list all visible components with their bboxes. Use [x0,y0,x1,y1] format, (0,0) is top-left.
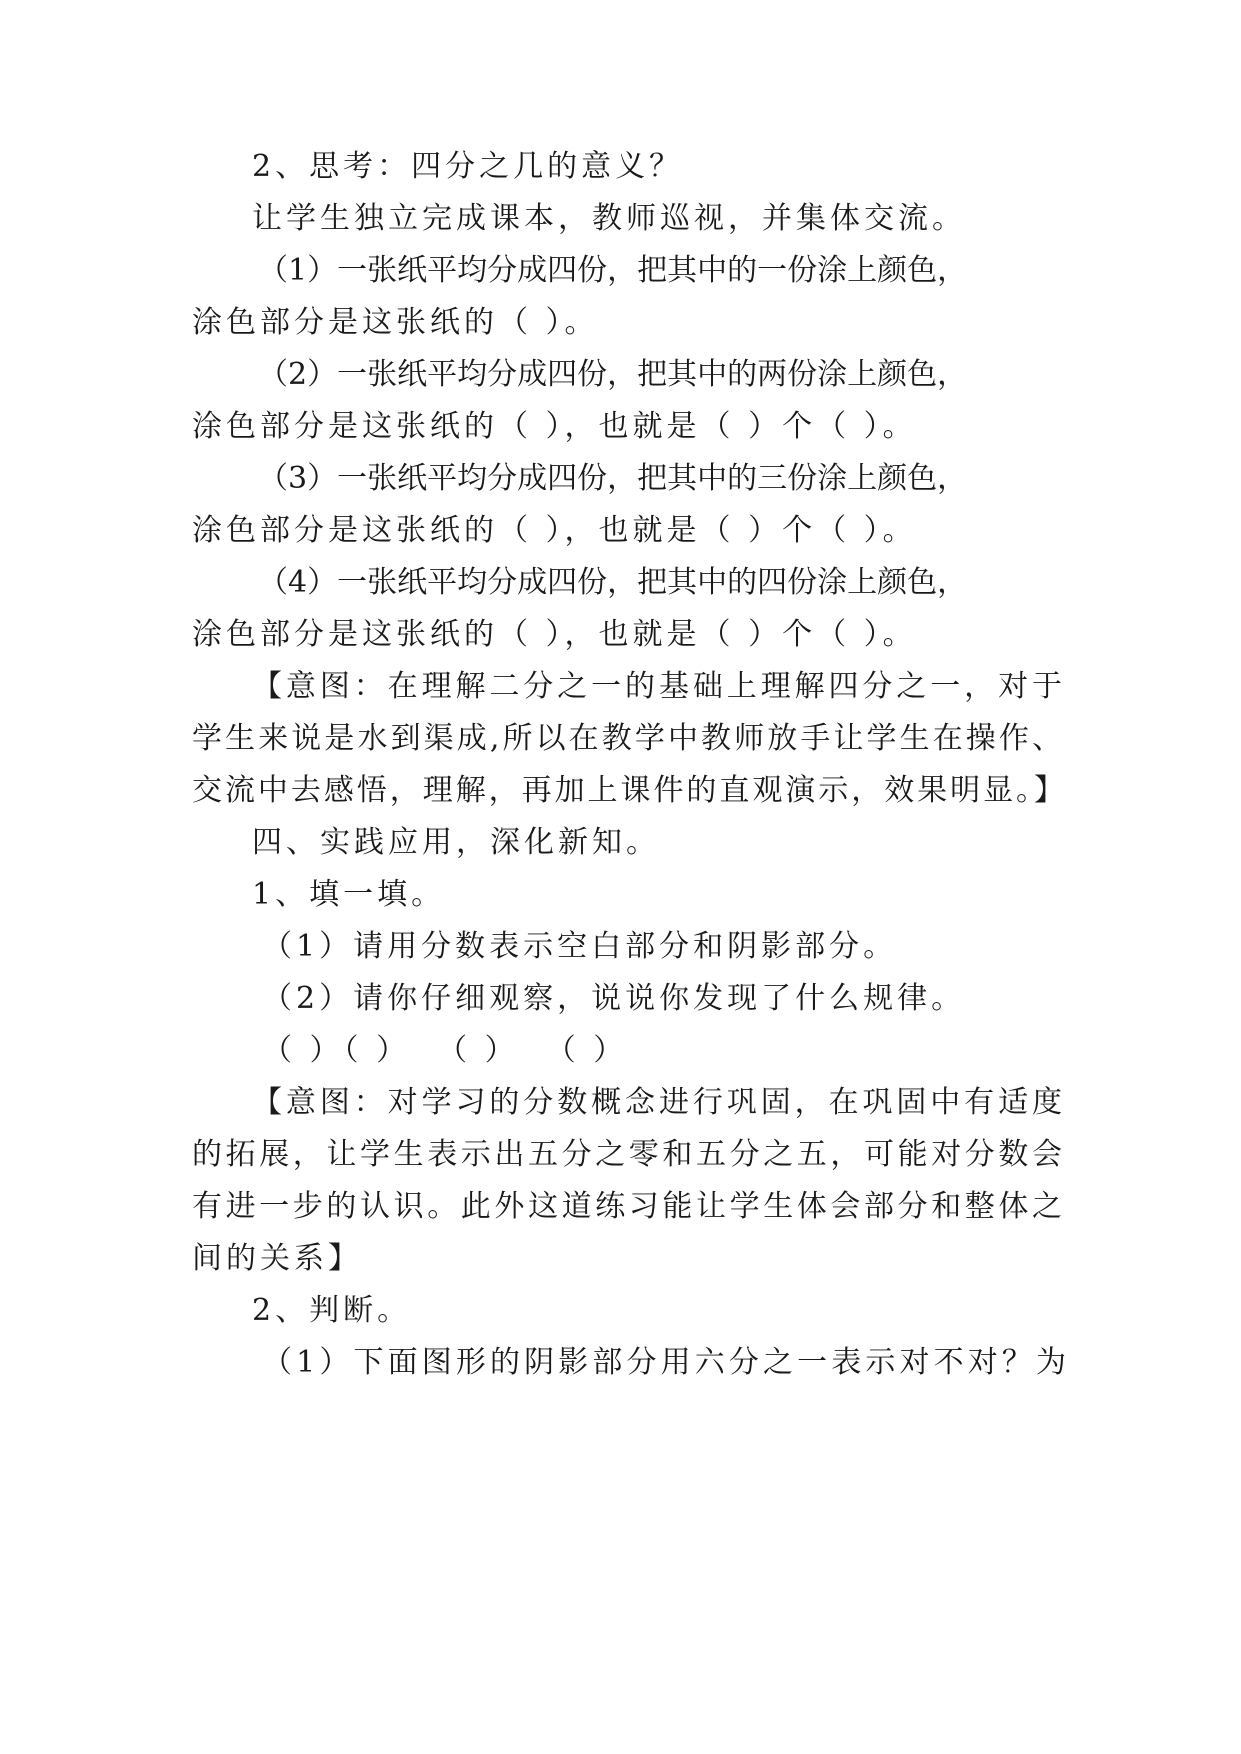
exercise-4-line-1: （4）一张纸平均分成四份，把其中的四份涂上颜色， [258,565,968,600]
subheading-judge: 2、判断。 [252,1293,412,1328]
intent-2-line-3: 有进一步的认识。此外这道练习能让学生体会部分和整体之 [192,1189,1062,1224]
fill-item-2: （2）请你仔细观察，说说你发现了什么规律。 [262,981,966,1016]
exercise-3-line-1: （3）一张纸平均分成四份，把其中的三份涂上颜色， [258,461,968,496]
intent-1-line-2: 学生来说是水到渠成,所以在教学中教师放手让学生在操作、 [192,721,1062,756]
paragraph-line: 让学生独立完成课本，教师巡视，并集体交流。 [252,201,966,236]
exercise-4-line-2: 涂色部分是这张纸的（ ），也就是（ ）个（ ）。 [192,617,917,652]
intent-1-line-3: 交流中去感悟，理解，再加上课件的直观演示，效果明显。】 [192,773,1064,808]
intent-1-line-1: 【意图：在理解二分之一的基础上理解四分之一，对于 [252,669,1062,704]
fill-item-1: （1）请用分数表示空白部分和阴影部分。 [262,929,898,964]
exercise-1-line-2: 涂色部分是这张纸的（ ）。 [192,305,599,340]
exercise-2-line-2: 涂色部分是这张纸的（ ），也就是（ ）个（ ）。 [192,409,917,444]
section-heading-4: 四、实践应用，深化新知。 [252,825,660,860]
exercise-3-line-2: 涂色部分是这张纸的（ ），也就是（ ）个（ ）。 [192,513,917,548]
exercise-1-line-1: （1）一张纸平均分成四份，把其中的一份涂上颜色， [258,253,968,288]
judge-item-1: （1）下面图形的阴影部分用六分之一表示对不对？为 [262,1345,1066,1380]
subheading-fill: 1、填一填。 [252,877,446,912]
heading-think: 2、思考：四分之几的意义？ [252,149,684,184]
answer-blanks: （ ）（ ） （ ） （ ） [262,1033,628,1068]
intent-2-line-4: 间的关系】 [192,1241,362,1276]
intent-2-line-1: 【意图：对学习的分数概念进行巩固，在巩固中有适度 [252,1085,1062,1120]
intent-2-line-2: 的拓展，让学生表示出五分之零和五分之五，可能对分数会 [192,1137,1062,1172]
exercise-2-line-1: （2）一张纸平均分成四份，把其中的两份涂上颜色， [258,357,968,392]
